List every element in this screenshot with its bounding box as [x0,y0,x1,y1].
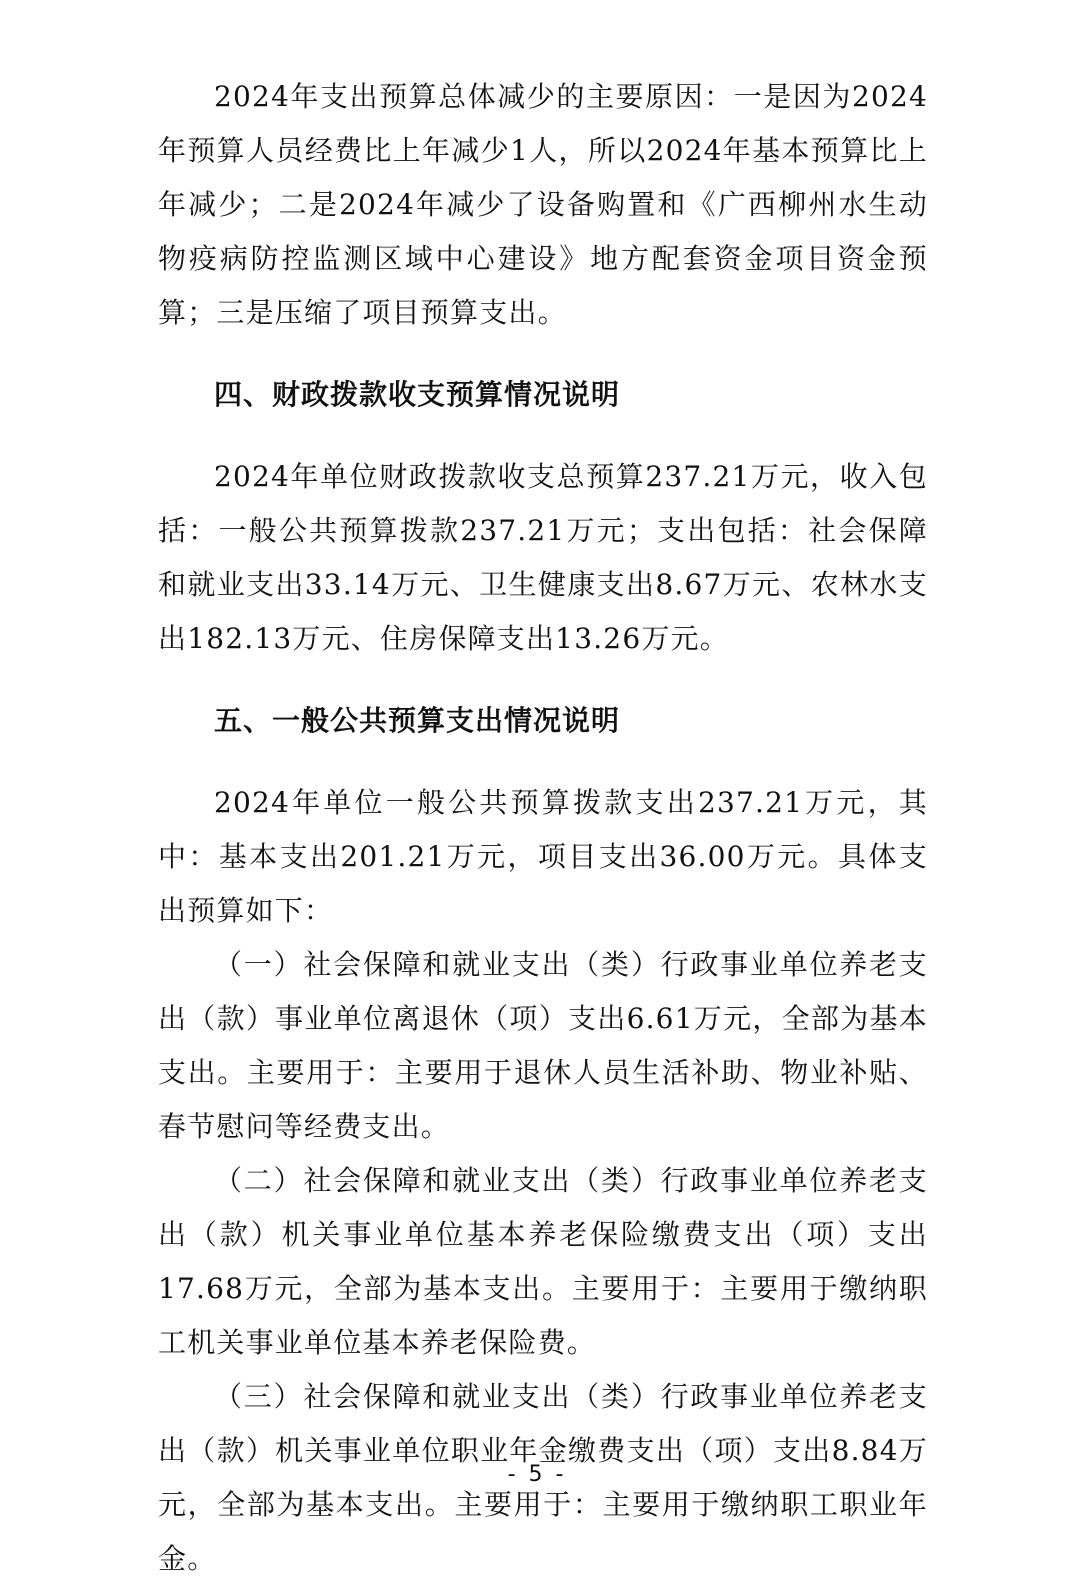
section-heading-4: 四、财政拨款收支预算情况说明 [214,378,621,411]
paragraph-item-2: （二）社会保障和就业支出（类）行政事业单位养老支出（款）机关事业单位基本养老保险缴费支出（项）支出17.68万元，全部为基本支出。主要用于：主要用于缴纳职工机关事业单位基本养老保险费。 [158,1164,928,1359]
paragraph-fiscal-appropriation: 2024年单位财政拨款收支总预算237.21万元，收入包括：一般公共预算拨款237.21万元；支出包括：社会保障和就业支出33.14万元、卫生健康支出8.67万元、农林水支出182.13万元、住房保障支出13.26万元。 [158,460,928,655]
section-heading-5: 五、一般公共预算支出情况说明 [214,704,621,737]
paragraph-item-3: （三）社会保障和就业支出（类）行政事业单位养老支出（款）机关事业单位职业年金缴费支出（项）支出8.84万元，全部为基本支出。主要用于：主要用于缴纳职工职业年金。 [158,1380,928,1575]
page-number: - 5 - [507,1462,567,1487]
document-body [158,70,928,1586]
paragraph-item-1: （一）社会保障和就业支出（类）行政事业单位养老支出（款）事业单位离退休（项）支出6.61万元，全部为基本支出。主要用于：主要用于退休人员生活补助、物业补贴、春节慰问等经费支出。 [158,948,928,1143]
paragraph-budget-decrease-reasons: 2024年支出预算总体减少的主要原因：一是因为2024年预算人员经费比上年减少1人，所以2024年基本预算比上年减少；二是2024年减少了设备购置和《广西柳州水生动物疫病防控监测区域中心建设》地方配套资金项目资金预算；三是压缩了项目预算支出。 [158,80,928,329]
paragraph-general-budget-expenditure: 2024年单位一般公共预算拨款支出237.21万元，其中：基本支出201.21万元，项目支出36.00万元。具体支出预算如下： [158,786,928,927]
